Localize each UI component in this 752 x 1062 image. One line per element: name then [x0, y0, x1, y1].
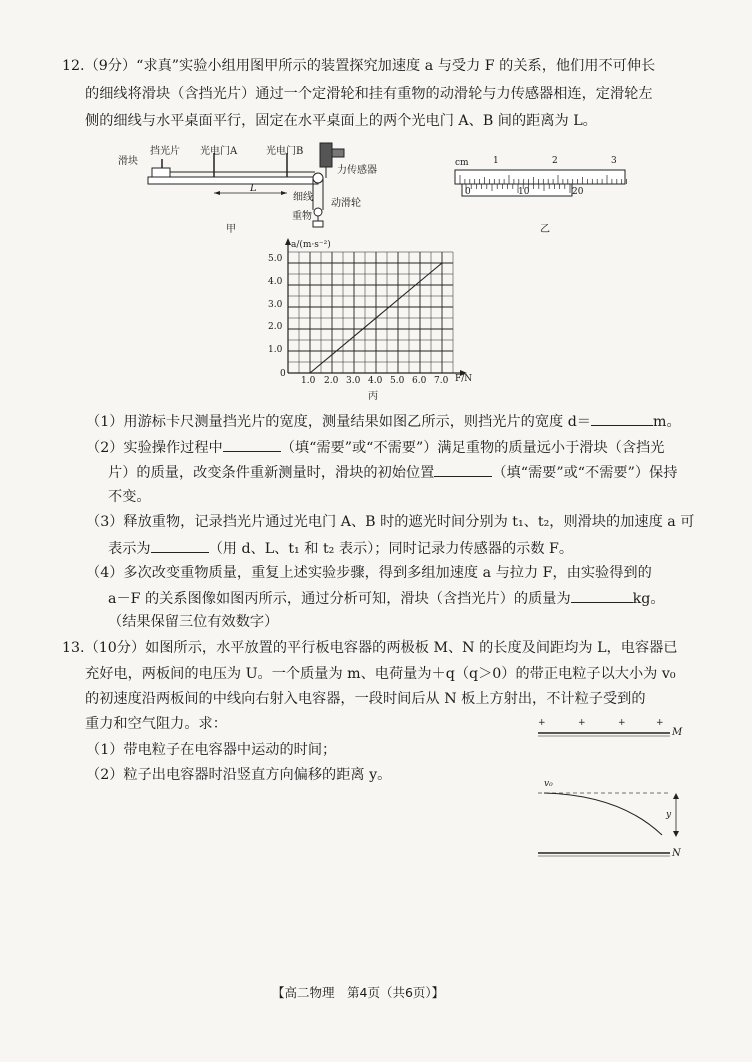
answer-blank-need-position[interactable] [434, 462, 492, 477]
capacitor-plus-2: + [578, 718, 586, 728]
q12-sub3-text-b: 表示为 [108, 541, 151, 557]
chart-x-tick-3: 3.0 [346, 376, 361, 386]
page-footer: 【高二物理 第4页（共6页）】 [272, 985, 445, 1000]
chart-y-tick-1: 1.0 [268, 345, 283, 355]
vernier-scale-tick-20: 20 [572, 187, 584, 197]
q12-sub1 [86, 411, 681, 432]
chart-y-tick-4: 4.0 [268, 277, 283, 287]
capacitor-label-y: y [666, 810, 672, 820]
q13-sub1: （1）带电粒子在电容器中运动的时间； [86, 742, 337, 758]
vernier-scale-tick-10: 10 [518, 187, 530, 197]
vernier-unit: cm [455, 158, 469, 168]
q12-sub2-line3: 不变。 [108, 489, 151, 505]
capacitor-label-v0: v₀ [544, 779, 553, 789]
figure-yi-vernier [450, 160, 630, 205]
q12-sub3-text-c: （用 d、L、t₁ 和 t₂ 表示）；同时记录力传感器的示数 F。 [208, 541, 574, 557]
chart-x-tick-7: 7.0 [434, 376, 449, 386]
q12-sub1-text: （1）用游标卡尺测量挡光片的宽度，测量结果如图乙所示，则挡光片的宽度 d＝ [86, 414, 591, 430]
label-distance-l: L [250, 183, 257, 194]
q12-line-2: 的细线将滑块（含挡光片）通过一个定滑轮和挂有重物的动滑轮与力传感器相连，定滑轮左 [85, 86, 653, 102]
vernier-main-tick-1: 1 [493, 156, 499, 166]
q12-sub2-text-c: 片）的质量，改变条件重新测量时，滑块的初始位置 [108, 465, 435, 481]
q13-line-1: 13.（10分）如图所示，水平放置的平行板电容器的两极板 M、N 的长度及间距均为 L，电容器已 [62, 640, 678, 656]
caption-jia: 甲 [226, 224, 236, 235]
figure-capacitor [530, 715, 690, 865]
vernier-main-tick-2: 2 [552, 156, 558, 166]
q13-line-2: 充好电，两板间的电压为 U。一个质量为 m、电荷量为＋q（q＞0）的带正电粒子以大小为 v₀ [85, 666, 676, 682]
chart-origin-label: 0 [280, 369, 286, 379]
capacitor-label-m: M [672, 727, 683, 738]
label-string: 细线 [293, 192, 313, 203]
q12-sub4-unit: kg。 [632, 591, 665, 607]
q13-line-3: 的初速度沿两板间的中线向右射入电容器，一段时间后从 N 板上方射出，不计粒子受到的 [85, 691, 646, 707]
vernier-scale-tick-0: 0 [465, 187, 471, 197]
capacitor-plus-4: + [656, 718, 664, 728]
chart-y-axis-label: a/(m·s⁻²) [291, 240, 331, 250]
q12-line-3: 侧的细线与水平桌面平行，固定在水平桌面上的两个光电门 A、B 间的距离为 L。 [85, 113, 597, 129]
q12-sub1-unit: m。 [653, 414, 681, 430]
label-shutter: 挡光片 [150, 146, 180, 157]
capacitor-label-n: N [672, 848, 681, 859]
chart-y-tick-5: 5.0 [268, 254, 283, 264]
q12-sub2-line1 [86, 437, 664, 458]
q12-sub2-text-a: （2）实验操作过程中 [86, 440, 223, 456]
q13-sub2: （2）粒子出电容器时沿竖直方向偏移的距离 y。 [86, 767, 392, 783]
label-gate-a: 光电门A [200, 146, 238, 157]
chart-y-tick-2: 2.0 [268, 322, 283, 332]
chart-x-tick-2: 2.0 [324, 376, 339, 386]
chart-x-axis-label: F/N [455, 374, 473, 384]
capacitor-plus-3: + [618, 718, 626, 728]
answer-blank-width-d[interactable] [591, 411, 653, 426]
chart-y-tick-3: 3.0 [268, 300, 283, 310]
q12-sub4-line3: （结果保留三位有效数字） [108, 614, 279, 630]
chart-x-tick-6: 6.0 [412, 376, 427, 386]
capacitor-plus-1: + [538, 718, 546, 728]
caption-yi: 乙 [540, 224, 550, 235]
chart-x-tick-1: 1.0 [301, 376, 316, 386]
chart-x-tick-4: 4.0 [368, 376, 383, 386]
q12-sub4-text-b: a－F 的关系图像如图丙所示，通过分析可知，滑块（含挡光片）的质量为 [108, 591, 571, 607]
label-weight: 重物 [292, 211, 312, 222]
answer-blank-need-mass[interactable] [223, 437, 281, 452]
q12-sub2-text-d: （填“需要”或“不需要”）保持 [492, 465, 678, 481]
vernier-main-tick-3: 3 [611, 156, 617, 166]
label-slider: 滑块 [118, 156, 138, 167]
q13-line-4: 重力和空气阻力。求： [85, 716, 227, 732]
q12-sub3-line1: （3）释放重物，记录挡光片通过光电门 A、B 时的遮光时间分别为 t₁、t₂，则滑块的加速度 a 可 [86, 514, 695, 530]
answer-blank-acceleration[interactable] [151, 538, 209, 553]
q12-sub4-line1: （4）多次改变重物质量，重复上述实验步骤，得到多组加速度 a 与拉力 F，由实验得到的 [86, 565, 652, 581]
caption-bing: 丙 [368, 391, 378, 402]
chart-x-tick-5: 5.0 [390, 376, 405, 386]
answer-blank-mass[interactable] [571, 588, 633, 603]
q12-sub4-line2 [108, 588, 665, 609]
q12-sub2-line2 [108, 462, 677, 483]
label-gate-b: 光电门B [266, 146, 304, 157]
label-moving-pulley: 动滑轮 [331, 198, 361, 209]
label-sensor: 力传感器 [337, 165, 377, 176]
q12-sub3-line2 [108, 538, 573, 559]
q12-line-1: 12.（9分）“求真”实验小组用图甲所示的装置探究加速度 a 与受力 F 的关系，他们用不可伸长 [62, 58, 656, 74]
q12-sub2-text-b: （填“需要”或“不需要”）满足重物的质量远小于滑块（含挡光 [280, 440, 665, 456]
